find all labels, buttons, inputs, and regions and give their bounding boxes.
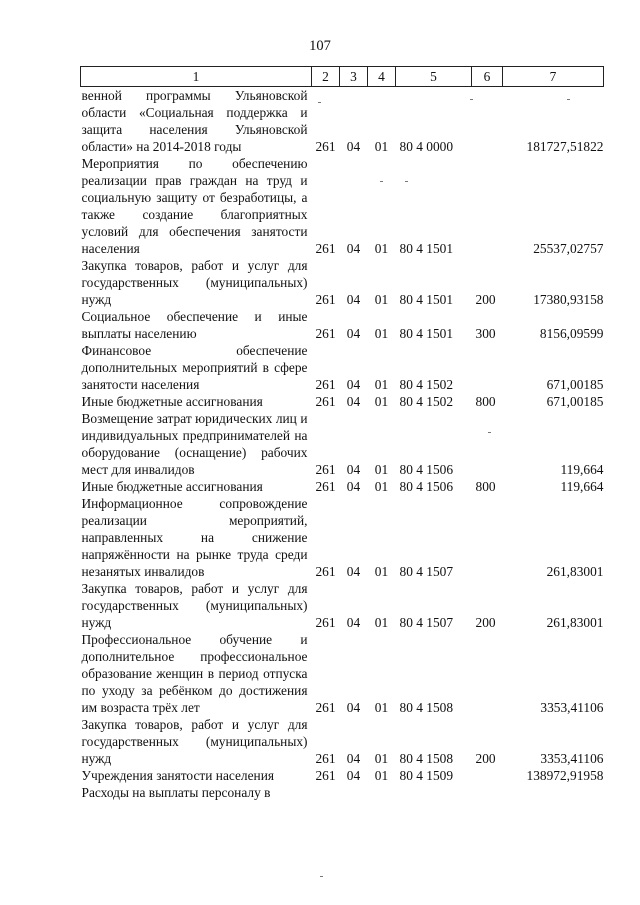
row-ministry-code: 261 — [315, 700, 336, 715]
row-ministry-code — [312, 784, 340, 801]
row-description: Учреждения занятости населения — [81, 768, 275, 783]
table-row — [81, 716, 604, 767]
row-subsection-code: 01 — [374, 241, 389, 256]
row-section-code: 04 — [346, 292, 361, 307]
budget-table — [80, 66, 604, 801]
row-description: Профессиональное обучение и дополнительное профессиональное образование женщин в период отпуска по уходу за ребёнком до достижения им возраста трёх лет — [81, 632, 308, 715]
row-target-article: 80 4 1506 — [399, 479, 454, 494]
row-ministry-code: 261 — [315, 241, 336, 256]
row-expense-type: 200 — [475, 615, 496, 630]
row-target-article: 80 4 1508 — [399, 700, 454, 715]
table-row — [81, 784, 604, 801]
row-subsection-code: 01 — [374, 700, 389, 715]
row-subsection-code: 01 — [374, 292, 389, 307]
row-ministry-code: 261 — [315, 139, 336, 154]
row-subsection-code: 01 — [374, 751, 389, 766]
table-row — [81, 478, 604, 495]
row-subsection-code: 01 — [374, 394, 389, 409]
row-subsection-code: 01 — [374, 564, 389, 579]
scan-speck — [320, 876, 323, 877]
table-row — [81, 308, 604, 342]
row-section-code: 04 — [346, 479, 361, 494]
row-section-code: 04 — [346, 564, 361, 579]
row-amount: 671,00185 — [546, 377, 604, 392]
page-number: 107 — [309, 38, 331, 54]
row-expense-type — [472, 495, 503, 580]
row-section-code — [340, 784, 368, 801]
row-section-code: 04 — [346, 462, 361, 477]
header-col-4: 4 — [368, 67, 396, 87]
row-target-article: 80 4 1501 — [399, 241, 454, 256]
row-description: Финансовое обеспечение дополнительных мероприятий в сфере занятости населения — [81, 343, 308, 392]
row-description: Информационное сопровождение реализации мероприятий, направленных на снижение напряжённости на рынке труда среди незанятых инвалидов — [81, 496, 308, 579]
row-expense-type — [472, 87, 503, 156]
row-target-article: 80 4 1507 — [399, 564, 454, 579]
row-subsection-code — [368, 784, 396, 801]
row-amount: 671,00185 — [546, 394, 604, 409]
row-subsection-code: 01 — [374, 768, 389, 783]
row-amount: 17380,93158 — [533, 292, 604, 307]
row-section-code: 04 — [346, 139, 361, 154]
row-amount: 119,664 — [560, 479, 604, 494]
row-section-code: 04 — [346, 241, 361, 256]
header-col-6: 6 — [472, 67, 503, 87]
row-expense-type: 800 — [475, 479, 496, 494]
row-ministry-code: 261 — [315, 326, 336, 341]
row-ministry-code: 261 — [315, 564, 336, 579]
row-expense-type: 800 — [475, 394, 496, 409]
row-ministry-code: 261 — [315, 479, 336, 494]
table-row — [81, 87, 604, 156]
row-target-article: 80 4 1501 — [399, 326, 454, 341]
table-row — [81, 580, 604, 631]
row-amount: 138972,91958 — [526, 768, 604, 783]
row-target-article — [396, 784, 472, 801]
row-description: Возмещение затрат юридических лиц и индивидуальных предпринимателей на оборудование (оснащение) рабочих мест для инвалидов — [81, 411, 308, 477]
row-target-article: 80 4 1509 — [399, 768, 454, 783]
table-row — [81, 155, 604, 257]
table-row — [81, 495, 604, 580]
row-amount: 3353,41106 — [540, 700, 604, 715]
row-section-code: 04 — [346, 700, 361, 715]
row-target-article: 80 4 0000 — [399, 139, 454, 154]
table-row — [81, 342, 604, 393]
row-section-code: 04 — [346, 751, 361, 766]
row-description: Мероприятия по обеспечению реализации прав граждан на труд и социальную защиту от безработицы, а также создание благоприятных условий для обеспечения занятости населения — [81, 156, 308, 256]
row-amount: 261,83001 — [546, 615, 604, 630]
row-expense-type — [472, 784, 503, 801]
row-description: Закупка товаров, работ и услуг для государственных (муниципальных) нужд — [81, 581, 308, 630]
row-description: Расходы на выплаты персоналу в — [81, 785, 271, 800]
table-row — [81, 393, 604, 410]
row-target-article: 80 4 1508 — [399, 751, 454, 766]
table-row — [81, 410, 604, 478]
row-ministry-code: 261 — [315, 615, 336, 630]
row-section-code: 04 — [346, 394, 361, 409]
row-description: Закупка товаров, работ и услуг для государственных (муниципальных) нужд — [81, 258, 308, 307]
row-ministry-code: 261 — [315, 462, 336, 477]
row-description: венной программы Ульяновской области «Социальная поддержка и защита населения Ульяновской области» на 2014-2018 годы — [81, 88, 308, 154]
scan-speck — [567, 99, 570, 100]
row-target-article: 80 4 1502 — [399, 394, 454, 409]
row-target-article: 80 4 1507 — [399, 615, 454, 630]
row-subsection-code: 01 — [374, 139, 389, 154]
header-col-5: 5 — [396, 67, 472, 87]
row-subsection-code: 01 — [374, 462, 389, 477]
row-section-code: 04 — [346, 326, 361, 341]
scan-speck — [380, 181, 383, 182]
row-ministry-code: 261 — [315, 751, 336, 766]
row-description: Иные бюджетные ассигнования — [81, 479, 263, 494]
row-amount — [503, 784, 604, 801]
row-amount: 119,664 — [560, 462, 604, 477]
table-row — [81, 767, 604, 784]
row-amount: 181727,51822 — [526, 139, 604, 154]
row-target-article: 80 4 1506 — [399, 462, 454, 477]
row-expense-type — [472, 767, 503, 784]
row-ministry-code: 261 — [315, 394, 336, 409]
row-amount: 25537,02757 — [533, 241, 604, 256]
row-expense-type — [472, 631, 503, 716]
row-ministry-code: 261 — [315, 768, 336, 783]
scan-speck — [318, 102, 321, 103]
row-expense-type: 200 — [475, 751, 496, 766]
table-row — [81, 257, 604, 308]
row-expense-type: 300 — [475, 326, 496, 341]
table-row — [81, 631, 604, 716]
header-col-7: 7 — [503, 67, 604, 87]
row-section-code: 04 — [346, 615, 361, 630]
row-subsection-code: 01 — [374, 479, 389, 494]
header-col-2: 2 — [312, 67, 340, 87]
scan-speck — [470, 99, 473, 100]
row-expense-type — [472, 155, 503, 257]
row-amount: 261,83001 — [546, 564, 604, 579]
row-subsection-code: 01 — [374, 615, 389, 630]
row-description: Закупка товаров, работ и услуг для государственных (муниципальных) нужд — [81, 717, 308, 766]
row-section-code: 04 — [346, 768, 361, 783]
row-expense-type: 200 — [475, 292, 496, 307]
row-subsection-code: 01 — [374, 377, 389, 392]
row-expense-type — [472, 410, 503, 478]
row-expense-type — [472, 342, 503, 393]
row-subsection-code: 01 — [374, 326, 389, 341]
header-col-3: 3 — [340, 67, 368, 87]
row-description: Социальное обеспечение и иные выплаты населению — [81, 309, 308, 341]
row-ministry-code: 261 — [315, 377, 336, 392]
scan-speck — [405, 181, 408, 182]
header-col-1: 1 — [81, 67, 312, 87]
row-target-article: 80 4 1501 — [399, 292, 454, 307]
row-amount: 8156,09599 — [539, 326, 604, 341]
row-section-code: 04 — [346, 377, 361, 392]
row-amount: 3353,41106 — [540, 751, 604, 766]
row-ministry-code: 261 — [315, 292, 336, 307]
table-header-row — [81, 67, 604, 87]
row-description: Иные бюджетные ассигнования — [81, 394, 263, 409]
scan-speck — [488, 432, 491, 433]
row-target-article: 80 4 1502 — [399, 377, 454, 392]
